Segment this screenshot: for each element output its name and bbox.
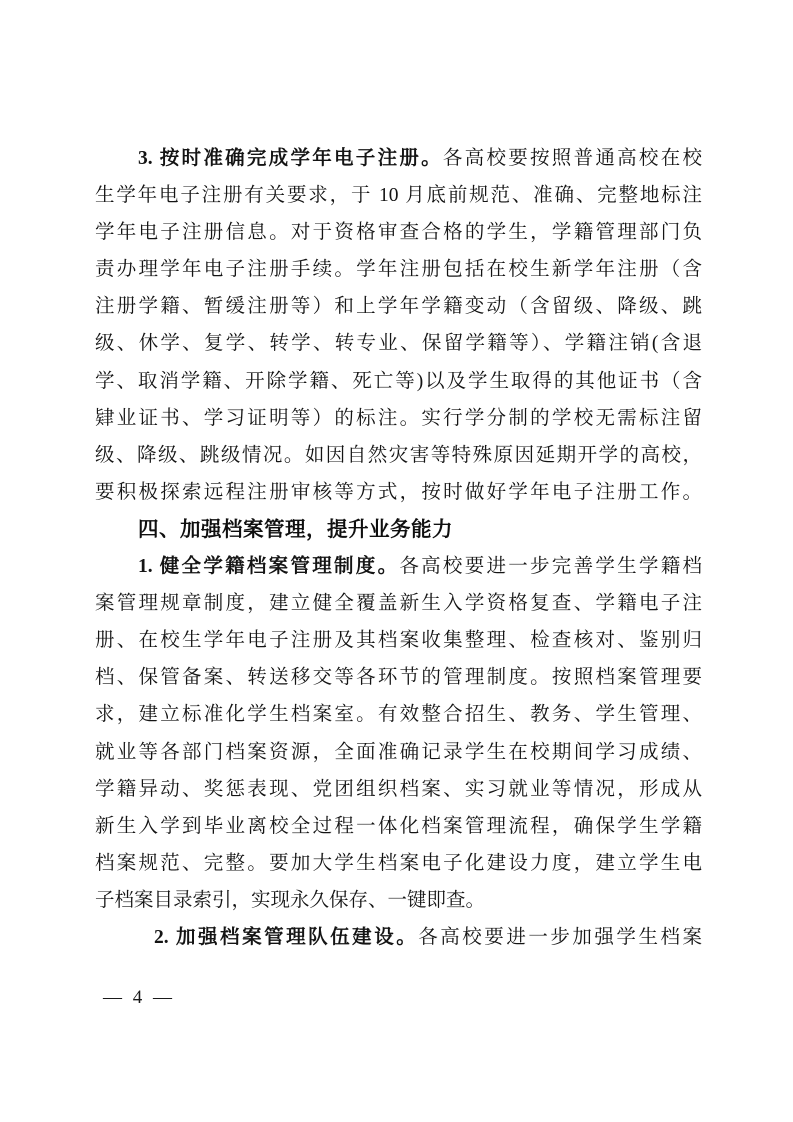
paragraph-text: 学、取消学籍、开除学籍、死亡等)以及学生取得的其他证书（含 [95, 370, 702, 392]
paragraph-1-improve-archive-rules-line-9 [95, 845, 702, 882]
paragraph-1-improve-archive-rules-line-6 [95, 734, 702, 771]
paragraph-text: 要积极探索远程注册审核等方式，按时做好学年电子注册工作。 [95, 481, 702, 503]
paragraph-text: 各高校要按照普通高校在校 [442, 148, 702, 169]
paragraph-3-annual-electronic-registration-line-4 [95, 251, 702, 288]
paragraph-text: 学年电子注册信息。对于资格审查合格的学生，学籍管理部门负 [95, 222, 702, 244]
paragraph-text: 案管理规章制度，建立健全覆盖新生入学资格复查、学籍电子注 [95, 593, 702, 615]
paragraph-text: 注册学籍、暂缓注册等）和上学年学籍变动（含留级、降级、跳 [95, 296, 702, 318]
paragraph-text: 肄业证书、学习证明等）的标注。实行学分制的学校无需标注留 [95, 407, 702, 429]
paragraph-text: 各高校要进一步完善学生学籍档 [399, 556, 702, 578]
paragraph-lead-bold: 3. 按时准确完成学年电子注册。 [138, 148, 443, 169]
paragraph-text: 学籍异动、奖惩表现、党团组织档案、实习就业等情况，形成从 [95, 778, 702, 800]
paragraph-3-annual-electronic-registration-line-5 [95, 288, 702, 325]
paragraph-1-improve-archive-rules-line-10 [95, 882, 702, 919]
paragraph-3-annual-electronic-registration-line-3 [95, 214, 702, 251]
paragraph-text: 级、降级、跳级情况。如因自然灾害等特殊原因延期开学的高校， [95, 444, 702, 466]
document-body [95, 140, 702, 956]
paragraph-1-improve-archive-rules-line-7 [95, 771, 702, 808]
paragraph-1-improve-archive-rules-line-2 [95, 585, 702, 622]
paragraph-text: 新生入学到毕业离校全过程一体化档案管理流程，确保学生学籍 [95, 815, 702, 837]
paragraph-1-improve-archive-rules-line-1 [95, 548, 702, 585]
paragraph-lead-bold: 1. 健全学籍档案管理制度。 [138, 556, 400, 578]
paragraph-3-annual-electronic-registration-line-6 [95, 325, 702, 362]
paragraph-text: 级、休学、复学、转学、转专业、保留学籍等）、学籍注销(含退 [95, 333, 702, 355]
paragraph-text: 档案规范、完整。要加大学生档案电子化建设力度，建立学生电 [95, 852, 702, 874]
heading-section-4-strengthen-archives: 四、加强档案管理，提升业务能力 [138, 517, 453, 541]
paragraph-3-annual-electronic-registration-line-9 [95, 437, 702, 474]
paragraph-text: 子档案目录索引，实现永久保存、一键即查。 [95, 889, 486, 911]
paragraph-1-improve-archive-rules-line-3 [95, 622, 702, 659]
paragraph-2-strengthen-archive-team-line-1 [95, 919, 702, 956]
paragraph-1-improve-archive-rules-line-5 [95, 696, 702, 733]
paragraph-3-annual-electronic-registration-line-1 [95, 140, 702, 177]
paragraph-3-annual-electronic-registration-line-8 [95, 400, 702, 437]
paragraph-text: 生学年电子注册有关要求，于 10 月底前规范、准确、完整地标注 [95, 185, 702, 207]
paragraph-3-annual-electronic-registration-line-2 [95, 177, 702, 214]
paragraph-text: 就业等各部门档案资源，全面准确记录学生在校期间学习成绩、 [95, 741, 702, 763]
paragraph-1-improve-archive-rules-line-8 [95, 808, 702, 845]
paragraph-text: 责办理学年电子注册手续。学年注册包括在校生新学年注册（含 [95, 259, 702, 281]
paragraph-text: 册、在校生学年电子注册及其档案收集整理、检查核对、鉴别归 [95, 630, 702, 652]
paragraph-text: 档、保管备案、转送移交等各环节的管理制度。按照档案管理要 [95, 667, 702, 689]
paragraph-3-annual-electronic-registration-line-10 [95, 474, 702, 511]
paragraph-text: 各高校要进一步加强学生档案 [418, 926, 702, 948]
paragraph-text: 求，建立标准化学生档案室。有效整合招生、教务、学生管理、 [95, 704, 702, 726]
paragraph-lead-bold: 2. 加强档案管理队伍建设。 [154, 926, 419, 948]
paragraph-3-annual-electronic-registration-line-7 [95, 363, 702, 400]
paragraph-1-improve-archive-rules-line-4 [95, 659, 702, 696]
page-number: — 4 — [103, 987, 175, 1008]
